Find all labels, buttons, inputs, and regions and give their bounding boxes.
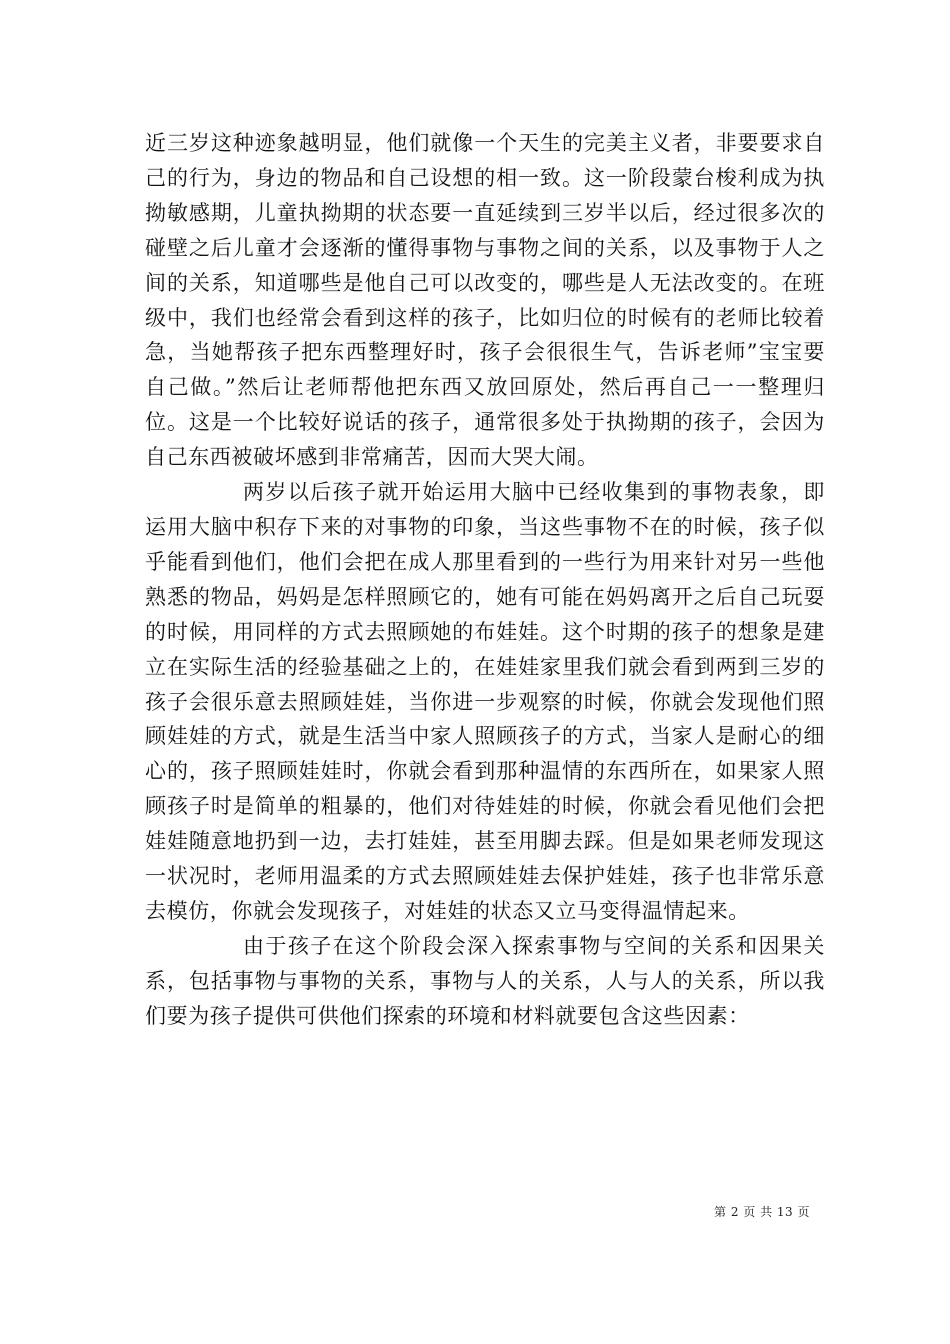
paragraph-2: 两岁以后孩子就开始运用大脑中已经收集到的事物表象，即运用大脑中积存下来的对事物的印象，当这些事物不在的时候，孩子似乎能看到他们，他们会把在成人那里看到的一些行为用来针对另一些他熟悉的物品，妈妈是怎样照顾它的，她有可能在妈妈离开之后自己玩耍的时候，用同样的方式去照顾她的布娃娃。这个时期的孩子的想象是建立在实际生活的经验基础之上的，在娃娃家里我们就会看到两到三岁的孩子会很乐意去照顾娃娃，当你进一步观察的时候，你就会发现他们照顾娃娃的方式，就是生活当中家人照顾孩子的方式，当家人是耐心的细心的，孩子照顾娃娃时，你就会看到那种温情的东西所在，如果家人照顾孩子时是简单的粗暴的，他们对待娃娃的时候，你就会看见他们会把娃娃随意地扔到一边，去打娃娃，甚至用脚去踩。但是如果老师发现这一状况时，老师用温柔的方式去照顾娃娃去保护娃娃，孩子也非常乐意去模仿，你就会发现孩子，对娃娃的状态又立马变得温情起来。 [145, 480, 825, 923]
document-body [145, 126, 825, 1034]
paragraph-1: 近三岁这种迹象越明显，他们就像一个天生的完美主义者，非要要求自己的行为，身边的物品和自己设想的相一致。这一阶段蒙台梭利成为执拗敏感期，儿童执拗期的状态要一直延续到三岁半以后，经过很多次的碰壁之后儿童才会逐渐的懂得事物与事物之间的关系，以及事物于人之间的关系，知道哪些是他自己可以改变的，哪些是人无法改变的。在班级中，我们也经常会看到这样的孩子，比如归位的时候有的老师比较着急，当她帮孩子把东西整理好时，孩子会很很生气，告诉老师”宝宝要自己做。”然后让老师帮他把东西又放回原处，然后再自己一一整理归位。这是一个比较好说话的孩子，通常很多处于执拗期的孩子，会因为自己东西被破坏感到非常痛苦，因而大哭大闹。 [145, 131, 825, 470]
page-number-footer: 第 2 页 共 13 页 [714, 1205, 810, 1219]
paragraph-3: 由于孩子在这个阶段会深入探索事物与空间的关系和因果关系，包括事物与事物的关系，事物与人的关系，人与人的关系，所以我们要为孩子提供可供他们探索的环境和材料就要包含这些因素： [145, 933, 825, 1028]
